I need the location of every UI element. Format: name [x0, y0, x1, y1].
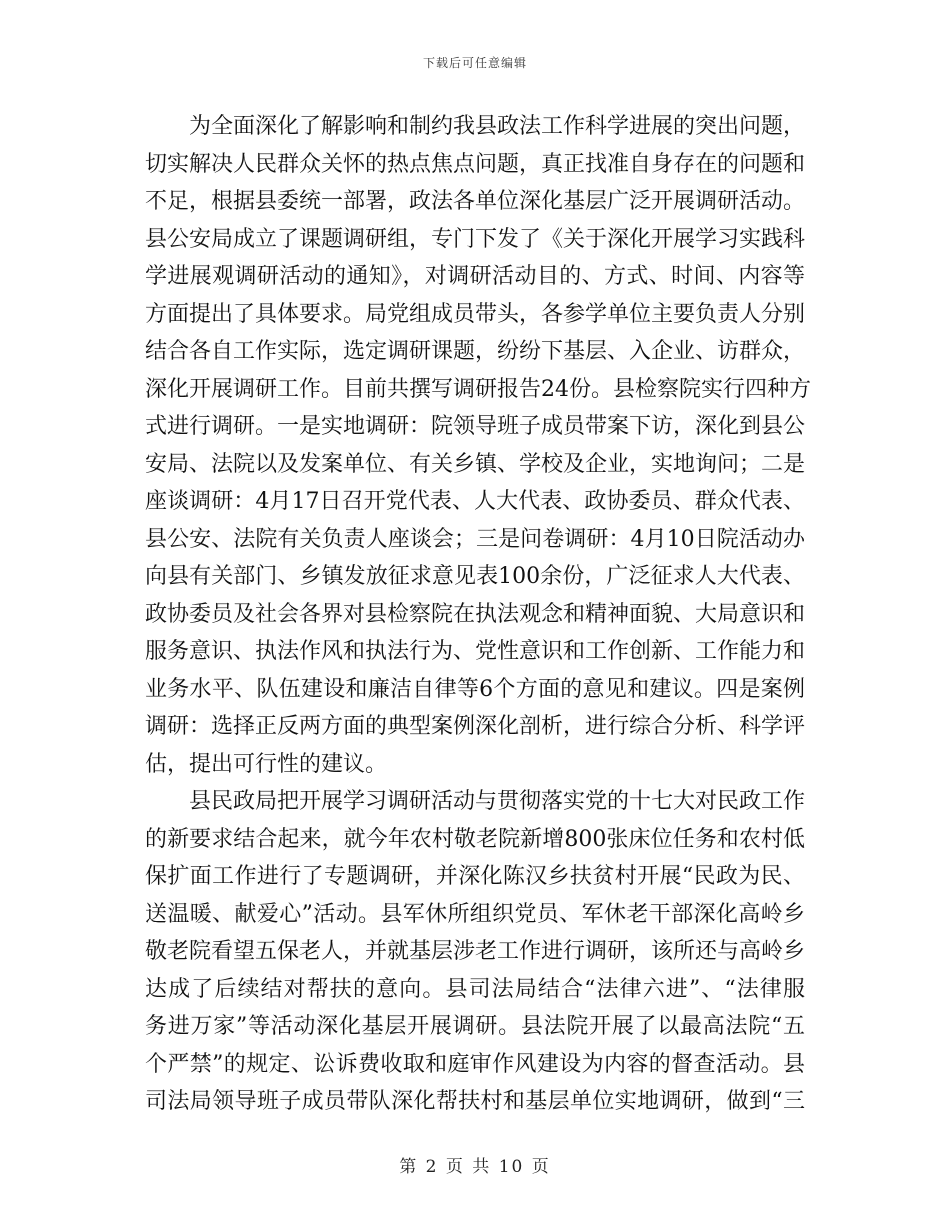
- text-line: 的新要求结合起来，就今年农村敬老院新增800张床位任务和农村低: [145, 826, 805, 852]
- text-line: 结合各自工作实际，选定调研课题，纷纷下基层、入企业、访群众，: [145, 339, 806, 364]
- page-number-footer: 第 2 页 共 10 页: [399, 1157, 551, 1177]
- text-line: 服务意识、执法作风和执法行为、党性意识和工作创新、工作能力和: [145, 639, 806, 664]
- paragraph-2: [145, 783, 805, 1121]
- text-line: 学进展观调研活动的通知》，对调研活动目的、方式、时间、内容等: [145, 264, 805, 289]
- text-line: 调研：选择正反两方面的典型案例深化剖析，进行综合分析、科学评: [145, 714, 806, 739]
- text-line: 向县有关部门、乡镇发放征求意见表100余份，广泛征求人大代表、: [145, 564, 805, 589]
- text-line: 不足，根据县委统一部署，政法各单位深化基层广泛开展调研活动。: [145, 189, 806, 214]
- text-line: 个严禁”的规定、讼诉费收取和庭审作风建设为内容的督查活动。县: [145, 1051, 805, 1077]
- text-line: 敬老院看望五保老人，并就基层涉老工作进行调研，该所还与高岭乡: [145, 939, 806, 964]
- text-line: 安局、法院以及发案单位、有关乡镇、学校及企业，实地询问；二是: [145, 451, 806, 477]
- text-line: 方面提出了具体要求。局党组成员带头，各参学单位主要负责人分别: [145, 301, 806, 327]
- text-line: 县公安局成立了课题调研组，专门下发了《关于深化开展学习实践科: [145, 226, 806, 252]
- text-line: 政协委员及社会各界对县检察院在执法观念和精神面貌、大局意识和: [145, 601, 806, 627]
- text-line: 业务水平、队伍建设和廉洁自律等6个方面的意见和建议。四是案例: [145, 676, 805, 702]
- text-line: 深化开展调研工作。目前共撰写调研报告24份。县检察院实行四种方: [145, 376, 811, 402]
- text-line: 式进行调研。一是实地调研：院领导班子成员带案下访，深化到县公: [145, 414, 806, 439]
- text-line: 县民政局把开展学习调研活动与贯彻落实党的十七大对民政工作: [189, 789, 806, 814]
- text-line: 保扩面工作进行了专题调研，并深化陈汉乡扶贫村开展“民政为民、: [145, 864, 805, 889]
- text-line: 为全面深化了解影响和制约我县政法工作科学进展的突出问题，: [189, 114, 806, 139]
- text-line: 估，提出可行性的建议。: [145, 751, 388, 777]
- text-line: 县公安、法院有关负责人座谈会；三是问卷调研：4月10日院活动办: [145, 526, 805, 552]
- text-line: 切实解决人民群众关怀的热点焦点问题，真正找准自身存在的问题和: [145, 151, 806, 177]
- text-line: 座谈调研：4月17日召开党代表、人大代表、政协委员、群众代表、: [145, 489, 805, 514]
- text-line: 务进万家”等活动深化基层开展调研。县法院开展了以最高法院“五: [145, 1014, 805, 1039]
- paragraph-1: [145, 108, 811, 783]
- document-body: [145, 108, 811, 1121]
- page-header: 下载后可任意编辑: [422, 56, 527, 70]
- text-line: 达成了后续结对帮扶的意向。县司法局结合“法律六进”、“法律服: [145, 976, 805, 1002]
- text-line: 司法局领导班子成员带队深化帮扶村和基层单位实地调研，做到“三: [145, 1089, 805, 1114]
- text-line: 送温暖、献爱心”活动。县军休所组织党员、军休老干部深化高岭乡: [145, 901, 805, 927]
